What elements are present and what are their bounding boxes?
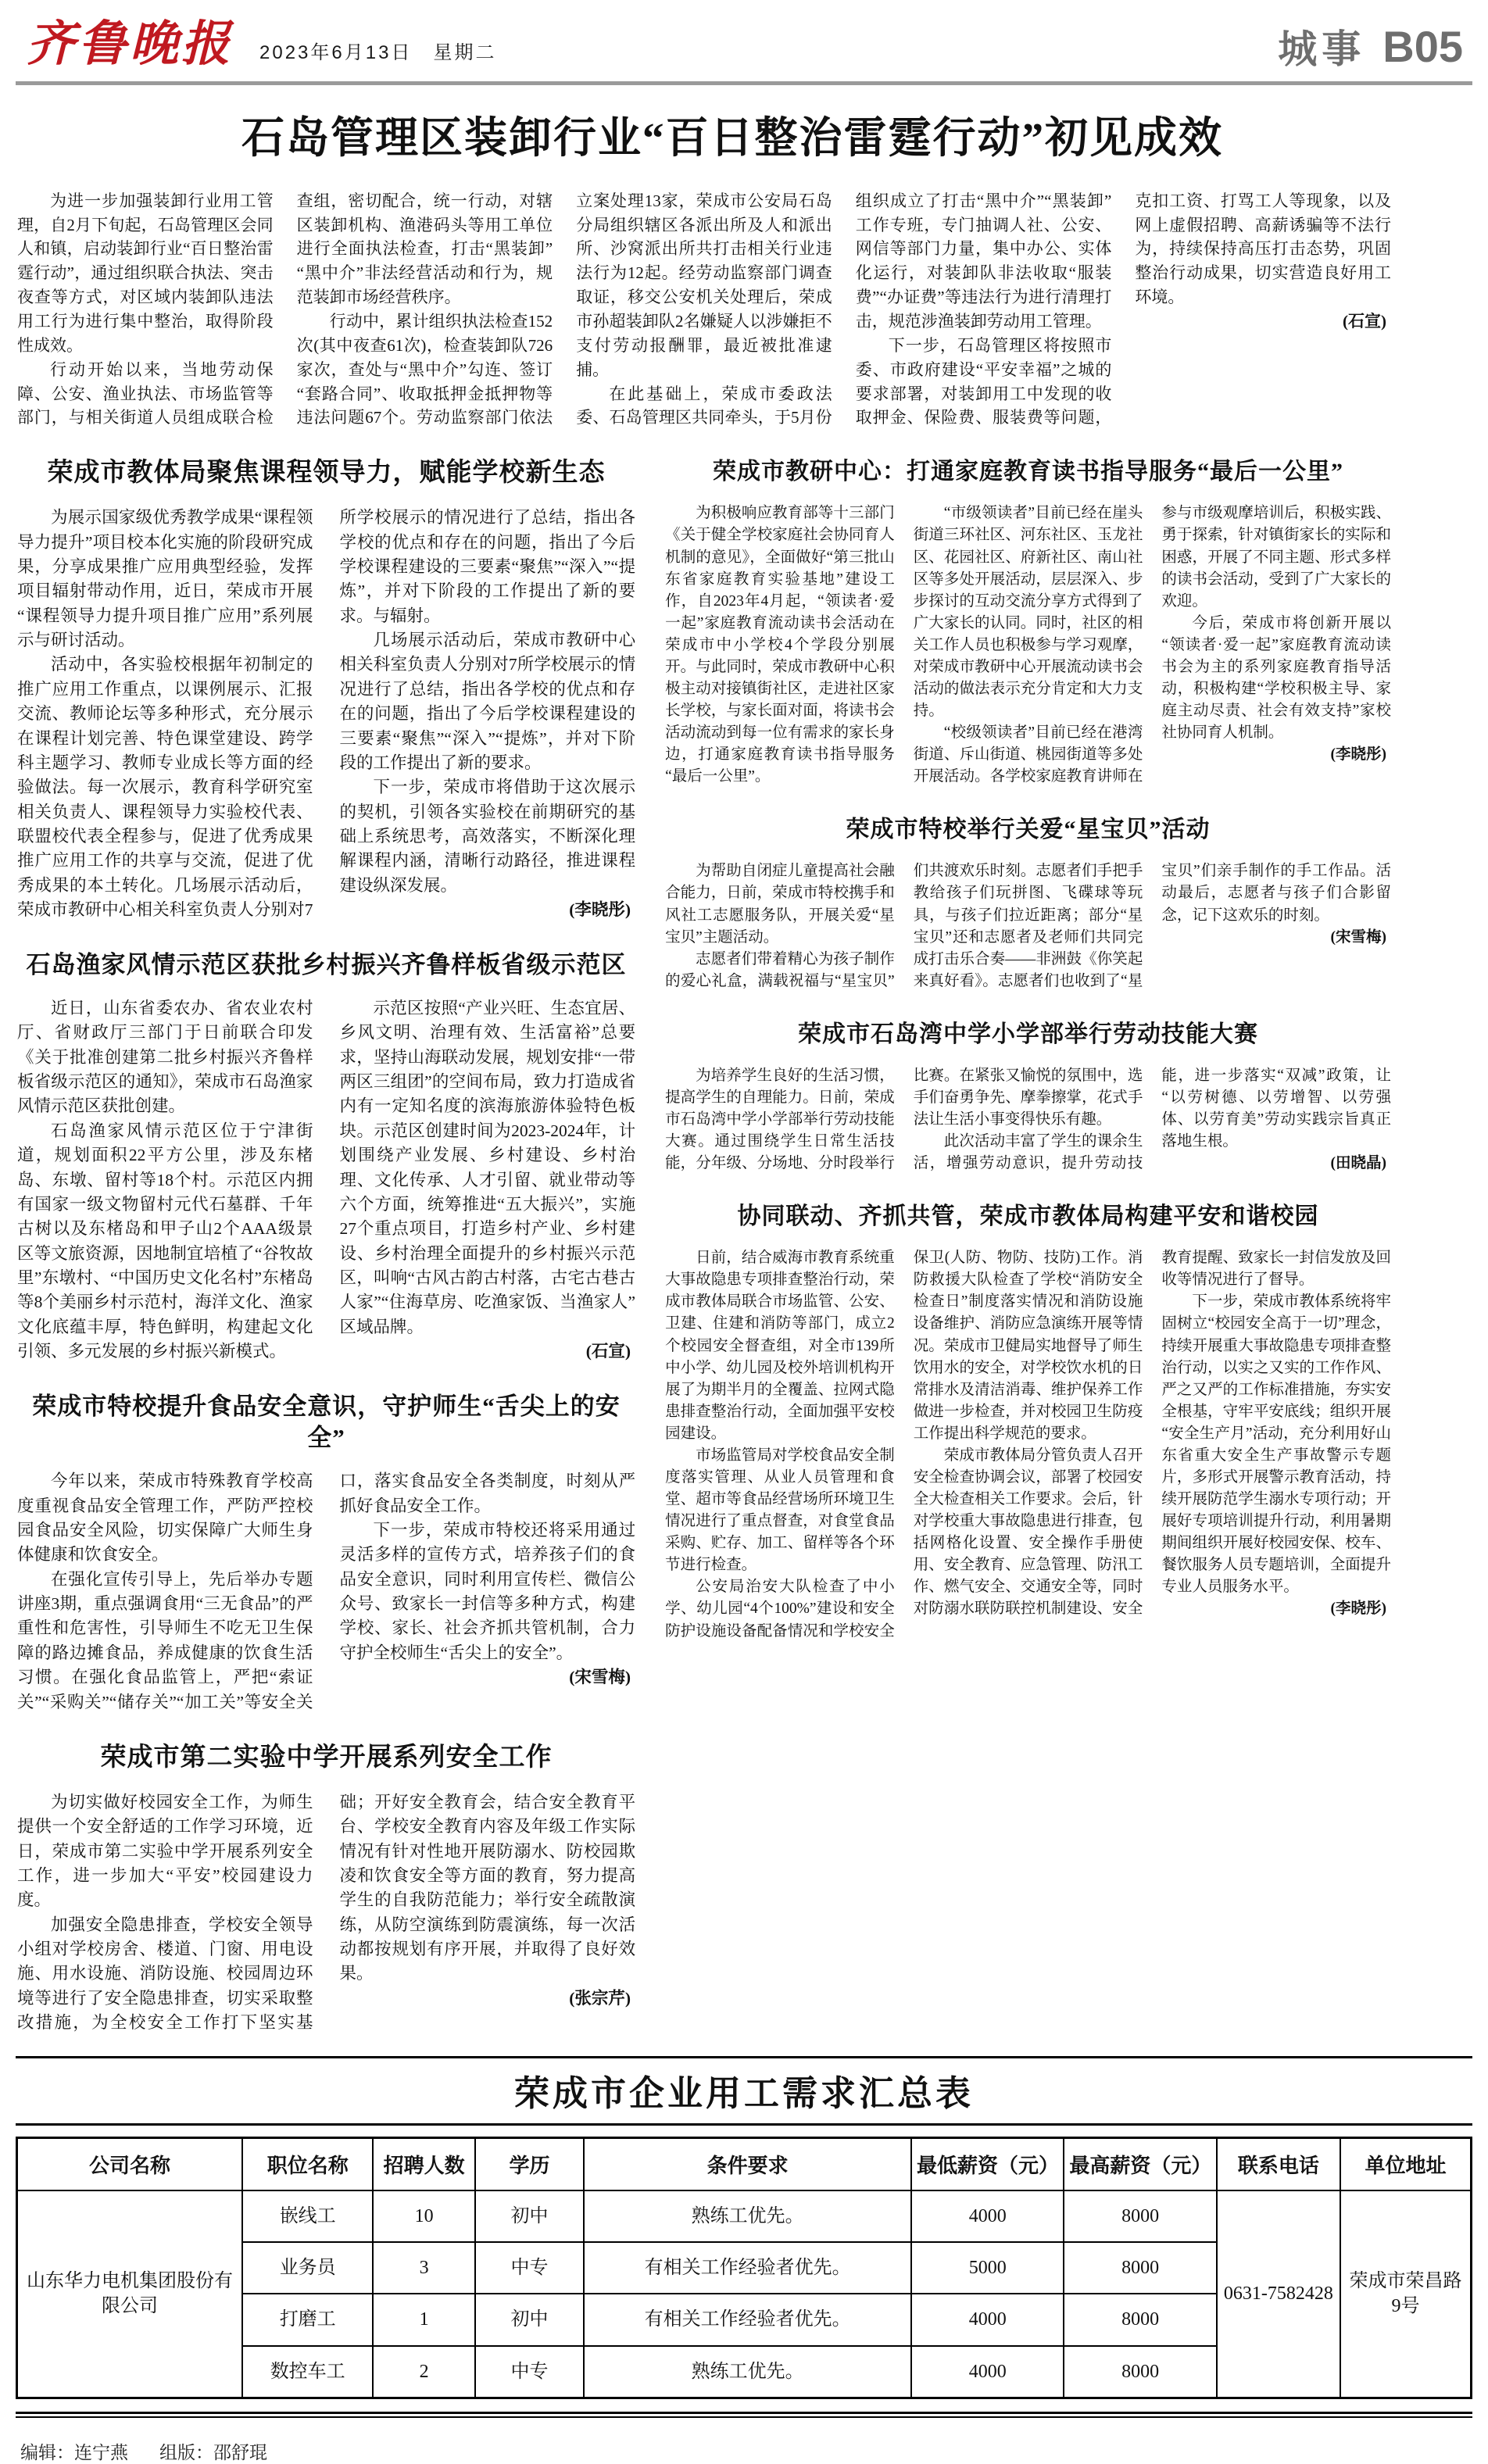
position-cell: 嵌线工 (242, 2190, 373, 2242)
col-header-phone: 联系电话 (1217, 2137, 1340, 2190)
article-safe-campus (665, 1201, 1391, 1642)
article-paragraph: 下一步，荣成市将借助于这次展示的契机，引领各实验校在前期研究的基础上系统思考，高效落实，不断深化理解课程内涵，清晰行动路径，推进课程建设纵深发展。 (339, 778, 636, 895)
table-header-row (17, 2137, 1472, 2190)
requirement-cell: 有相关工作经验者优先。 (584, 2294, 911, 2345)
article-byline: (李晓彤) (1330, 746, 1386, 764)
article-body (17, 1469, 635, 1715)
newspaper-logo: 齐鲁晚报 (27, 18, 234, 71)
masthead-left (27, 20, 496, 69)
article-body (17, 1790, 635, 2036)
article-body (665, 502, 1391, 788)
article-body (17, 996, 635, 1364)
requirement-cell: 熟练工优先。 (584, 2346, 911, 2398)
article-byline: (张宗芹) (569, 1988, 631, 2008)
article-paragraph: 行动中，累计组织执法检查152次(其中夜查61次)，检查装卸队726家次，查处与“黑中介”勾连、签订“套路合同”、收取抵押金抵押物等违法问题67个。劳动监察部门依法立案处理13家，荣成市公安局石岛分局组织辖区各派出所及人和派出所、沙窝派出所共打击相关行业违法行为12起。经劳动监察部门调查取证，移交公安机关处理后，荣成市孙超装卸队2名嫌疑人以涉嫌拒不支付劳动报酬罪，最近被批准逮捕。 (296, 191, 832, 427)
min-salary-cell: 4000 (911, 2294, 1064, 2345)
article-byline: (宋雪梅) (1330, 928, 1386, 946)
masthead-right (1278, 22, 1463, 71)
article-paragraph: 为帮助自闭症儿童提高社会融合能力，日前，荣成市特校携手和风社工志愿服务队，开展关爱“星宝贝”主题活动。 (665, 863, 895, 946)
article-paragraph: 今后，荣成市将创新开展以“领读者·爱一起”家庭教育流动读书会为主的系列家庭教育指导活动，积极构建“学校积极主导、家庭主动尽责、社会有效支持”家校社协同育人机制。 (1161, 614, 1391, 742)
count-cell: 2 (373, 2346, 474, 2398)
requirement-cell: 有相关工作经验者优先。 (584, 2242, 911, 2294)
article-shidao-fishing-district (17, 949, 635, 1364)
article-paragraph: 在此基础上，荣成市委政法委、石岛管理区共同牵头，于5月份组织成立了打击“黑中介”“黑装卸”工作专班，专门抽调人社、公安、网信等部门力量，集中办公、实体化运行，对装卸队非法收取“服装费”“办证费”等违法行为进行清理打击，规范涉渔装卸劳动用工管理。 (576, 191, 1112, 427)
article-headline: 荣成市石岛湾中学小学部举行劳动技能大赛 (798, 1021, 1259, 1047)
lead-headline: 石岛管理区装卸行业“百日整治雷霆行动”初见成效 (241, 114, 1223, 162)
count-cell: 1 (373, 2294, 474, 2345)
page-number: B05 (1382, 22, 1463, 71)
article-paragraph: 活动中，各实验校根据年初制定的推广应用工作重点，以课例展示、汇报交流、教师论坛等多种形式，充分展示在课程计划完善、特色课堂建设、跨学科主题学习、教师专业成长等方面的经验做法。每一次展示，教育科学研究室相关负责人、课程领导力实验校代表、联盟校代表全程参与，促进了优秀成果推广应用工作的共享与交流，促进了优秀成果的本土转化。几场展示活动后，荣成市教研中心相关科室负责人分别对7所学校展示的情况进行了总结，指出各学校的优点和存在的问题，指出了今后学校课程建设的三要素“聚焦”“深入”“提炼”，并对下阶段的工作提出了新的要求。与辐射。 (17, 508, 636, 920)
min-salary-cell: 4000 (911, 2346, 1064, 2398)
publication-date: 2023年6月13日 星期二 (259, 42, 497, 63)
bottom-rule (16, 2412, 1472, 2418)
article-paragraph: 今年以来，荣成市特殊教育学校高度重视食品安全管理工作，严防严控校园食品安全风险，切实保障广大师生身体健康和饮食安全。 (17, 1472, 313, 1565)
table-row (17, 2190, 1472, 2242)
article-headline: 协同联动、齐抓共管，荣成市教体局构建平安和谐校园 (737, 1203, 1319, 1230)
article-headline: 荣成市特校提升食品安全意识，守护师生“舌尖上的安全” (32, 1392, 621, 1451)
count-cell: 10 (373, 2190, 474, 2242)
position-cell: 打磨工 (242, 2294, 373, 2345)
col-header-min-salary: 最低薪资（元） (911, 2137, 1064, 2190)
article-paragraph: 日前，结合威海市教育系统重大事故隐患专项排查整治行动，荣成市教体局联合市场监管、公安、卫建、住建和消防等部门，成立2个校园安全督查组，对全市139所中小学、幼儿园及校外培训机构开展了为期半月的全覆盖、拉网式隐患排查整治行动，全面加强平安校园建设。 (665, 1250, 895, 1442)
article-byline: (石宣) (585, 1342, 631, 1361)
address-cell: 荣成市荣昌路9号 (1340, 2190, 1472, 2398)
article-paragraph: 荣成市教体局分管负责人召开安全检查协调会议，部署了校园安全大检查相关工作要求。会后，针对学校重大事故隐患进行排查，包括网格化设置、安全操作手册使用、安全教育、应急管理、防汛工作、燃气安全、交通安全等，同时对防溺水联防联控机制建设、安全教育提醒、致家长一封信发放及回收等情况进行了督导。 (913, 1250, 1391, 1618)
article-paragraph: 在强化宣传引导上，先后举办专题讲座3期，重点强调食用“三无食品”的严重性和危害性，引导师生不吃无卫生保障的路边摊食品，养成健康的饮食生活习惯。在强化食品监管上，严把“索证关”“采购关”“储存关”“加工关”等安全关口，落实食品安全各类制度，时刻从严抓好食品安全工作。 (17, 1472, 636, 1711)
article-paragraph: 下一步，荣成市教体系统将牢固树立“校园安全高于一切”理念，持续开展重大事故隐患专项排查整治行动，以实之又实的工作作风、严之又严的工作标准措施，夯实安全根基，守牢平安底线；组织开展“安全生产月”活动，充分利用好山东省重大安全生产事故警示专题片，多形式开展警示教育活动，持续开展防范学生溺水专项行动；开展好专项培训提升行动，利用暑期期间组织开展好校园安保、校车、餐饮服务人员专题培训，全面提升专业人员服务水平。 (1161, 1293, 1391, 1596)
article-body (665, 1247, 1391, 1642)
article-paragraph: 志愿者们带着精心为孩子制作的爱心礼盒，满载祝福与“星宝贝”们共渡欢乐时刻。志愿者们手把手教给孩子们玩拼图、飞碟球等玩具，与孩子们拉近距离；部分“星宝贝”还和志愿者及老师们共同完成打击乐合奏——非洲鼓《你笑起来真好看》。志愿者们也收到了“星宝贝”们亲手制作的手工作品。活动最后，志愿者与孩子们合影留念，记下这欢乐的时刻。 (665, 863, 1391, 989)
article-paragraph: 行动开始以来，当地劳动保障、公安、渔业执法、市场监管等部门，与相关街道人员组成联合检查组，密切配合，统一行动，对辖区装卸机构、渔港码头等用工单位进行全面执法检查，打击“黑装卸”“黑中介”非法经营活动和行为，规范装卸市场经营秩序。 (17, 191, 553, 427)
article-columns-row (16, 456, 1472, 2035)
article-paragraph: 市场监管局对学校食品安全制度落实管理、从业人员管理和食堂、超市等食品经营场所环境卫生情况进行了重点督查，对食堂食品采购、贮存、加工、留样等各个环节进行检查。 (665, 1447, 895, 1574)
article-paragraph: “市级领读者”目前已经在崖头街道三环社区、河东社区、玉龙社区、花园社区、府新社区、南山社区等多处开展活动，层层深入、步步探讨的互动交流分享方式得到了广大家长的认同。同时，社区的相关工作人员也积极参与学习观摩，对荣成市教研中心开展流动读书会活动的做法表示充分肯定和大力支持。 (913, 505, 1143, 720)
article-headline: 荣成市教体局聚焦课程领导力，赋能学校新生态 (47, 459, 606, 488)
article-body (665, 860, 1391, 992)
article-byline: (李晓彤) (1330, 1600, 1386, 1618)
article-paragraph: 石岛渔家风情示范区位于宁津街道，规划面积22平方公里，涉及东楮岛、东墩、留村等18个村。示范区内拥有国家一级文物留村元代石墓群、千年古树以及东楮岛和甲子山2个AAA级景区等文旅资源，因地制宜培植了“谷牧故里”东墩村、“中国历史文化名村”东楮岛等8个美丽乡村示范村，海洋文化、渔家文化底蕴丰厚，特色鲜明，构建起文化引领、多元发展的乡村振兴新模式。 (17, 1121, 313, 1361)
education-cell: 初中 (475, 2190, 585, 2242)
jobs-table-title: 荣成市企业用工需求汇总表 (16, 2058, 1472, 2126)
max-salary-cell: 8000 (1064, 2190, 1216, 2242)
col-header-address: 单位地址 (1340, 2137, 1472, 2190)
article-headline: 荣成市特校举行关爱“星宝贝”活动 (846, 817, 1211, 843)
right-article-group (665, 456, 1391, 2035)
education-cell: 中专 (475, 2242, 585, 2294)
jobs-table-section (16, 2056, 1472, 2419)
article-paragraph: 加强安全隐患排查，学校安全领导小组对学校房舍、楼道、门窗、用电设施、用水设施、消防设施、校园周边环境等进行了安全隐患排查，切实采取整改措施，为全校安全工作打下坚实基础；开好安全教育会，结合安全教育平台、学校安全教育内容及年级工作实际情况有针对性地开展防溺水、防校园欺凌和饮食安全等方面的教育，努力提高学生的自我防范能力；举行安全疏散演练，从防空演练到防震演练，每一次活动都按规划有序开展，并取得了良好效果。 (17, 1792, 636, 2033)
position-cell: 业务员 (242, 2242, 373, 2294)
article-byline: (石宣) (1342, 312, 1386, 331)
article-paragraph: 为展示国家级优秀教学成果“课程领导力提升”项目校本化实施的阶段研究成果，分享成果推广应用典型经验，发挥项目辐射带动作用，近日，荣成市开展“课程领导力提升项目推广应用”系列展示与研讨活动。 (17, 508, 313, 650)
article-headline: 荣成市教研中心：打通家庭教育读书指导服务“最后一公里” (713, 459, 1344, 485)
section-title: 城事 (1278, 27, 1366, 71)
article-jiaotiju-curriculum (17, 456, 635, 922)
position-cell: 数控车工 (242, 2346, 373, 2398)
article-no2-experimental-school (17, 1741, 635, 2036)
article-paragraph: 公安局治安大队检查了中小学、幼儿园“4个100%”建设和安全防护设施设备配备情况和学校安全保卫(人防、物防、技防)工作。消防救援大队检查了学校“消防安全检查日”制度落实情况和消防设施设备维护、消防应急演练开展等情况。荣成市卫健局实地督导了师生饮用水的安全，对学校饮水机的日常排水及清洁消毒、维护保养工作做进一步检查，并对校园卫生防疫工作提出科学规范的要求。 (665, 1250, 1143, 1640)
max-salary-cell: 8000 (1064, 2346, 1216, 2398)
requirement-cell: 熟练工优先。 (584, 2190, 911, 2242)
lead-article (16, 112, 1472, 430)
article-headline: 石岛渔家风情示范区获批乡村振兴齐鲁样板省级示范区 (26, 950, 627, 978)
page-footer (16, 2438, 1472, 2464)
article-paragraph: 示范区按照“产业兴旺、生态宜居、乡风文明、治理有效、生活富裕”总要求，坚持山海联动发展，规划安排“一带两区三组团”的空间布局，致力打造成省内有一定知名度的滨海旅游体验特色板块。示范区创建时间为2023-2024年，计划围绕产业发展、乡村建设、乡村治理、文化传承、人才引留、就业带动等六个方面，统筹推进“五大振兴”，实施27个重点项目，打造乡村产业、乡村建设、乡村治理全面提升的乡村振兴示范区，叫响“古风古韵古村落，古宅古巷古人家”“住海草房、吃渔家饭、当渔家人”区域品牌。 (339, 998, 636, 1336)
article-star-babies (665, 814, 1391, 992)
min-salary-cell: 4000 (911, 2190, 1064, 2242)
count-cell: 3 (373, 2242, 474, 2294)
article-paragraph: 为进一步加强装卸行业用工管理，自2月下旬起，石岛管理区会同人和镇，启动装卸行业“百日整治雷霆行动”，通过组织联合执法、突击夜查等方式，对区域内装卸队违法用工行为进行集中整治，取得阶段性成效。 (17, 191, 274, 355)
editor-credit: 编辑：连宁燕 (20, 2443, 128, 2463)
article-paragraph: 为培养学生良好的生活习惯，提高学生的自理能力。日前，荣成市石岛湾中学小学部举行劳动技能大赛。通过围绕学生日常生活技能，分年级、分场地、分时段举行比赛。在紧张又愉悦的氛围中，选手们奋勇争先、摩拳擦掌，花式手法让生活小事变得快乐有趣。 (665, 1067, 1143, 1172)
article-paragraph: 此次活动丰富了学生的课余生活，增强劳动意识，提升劳动技能，进一步落实“双减”政策，让“以劳树德、以劳增智、以劳强体、以劳育美”劳动实践宗旨真正落地生根。 (913, 1067, 1391, 1172)
min-salary-cell: 5000 (911, 2242, 1064, 2294)
article-paragraph: 为积极响应教育部等十三部门《关于健全学校家庭社会协同育人机制的意见》，全面做好“第三批山东省家庭教育实验基地”建设工作，自2023年4月起，“领读者·爱一起”家庭教育流动读书会活动在荣成市中小学校4个学段分别展开。与此同时，荣成市教研中心积极主动对接镇街社区，走进社区家长学校，与家长面对面，将读书会活动流动到每一位有需求的家长身边，打通家庭教育读书指导服务“最后一公里”。 (665, 505, 895, 785)
col-header-position: 职位名称 (242, 2137, 373, 2190)
article-paragraph: 下一步，荣成市特校还将采用通过灵活多样的宣传方式，培养孩子们的食品安全意识，同时利用宣传栏、微信公众号、致家长一封信等多种方式，构建学校、家长、社会齐抓共管机制，合力守护全校师生“舌尖上的安全”。 (339, 1520, 636, 1662)
article-jiaoyan-center-reading (665, 456, 1391, 788)
article-paragraph: 几场展示活动后，荣成市教研中心相关科室负责人分别对7所学校展示的情况进行了总结，指出各学校的优点和存在的问题，指出了今后学校课程建设的三要素“聚焦”“深入”“提炼”，并对下阶段的工作提出了新的要求。 (339, 631, 636, 772)
article-headline: 荣成市第二实验中学开展系列安全工作 (100, 1743, 553, 1772)
company-name-cell: 山东华力电机集团股份有限公司 (17, 2190, 242, 2398)
article-labor-skills-contest (665, 1019, 1391, 1175)
article-byline: (田晓晶) (1330, 1155, 1386, 1172)
max-salary-cell: 8000 (1064, 2242, 1216, 2294)
article-paragraph: 近日，山东省委农办、省农业农村厅、省财政厅三部门于日前联合印发《关于批准创建第二批乡村振兴齐鲁样板省级示范区的通知》，荣成市石岛渔家风情示范区获批创建。 (17, 998, 313, 1116)
article-texiao-food-safety (17, 1391, 635, 1715)
col-header-requirement: 条件要求 (584, 2137, 911, 2190)
masthead (16, 17, 1472, 85)
col-header-company: 公司名称 (17, 2137, 242, 2190)
lead-article-body (16, 189, 1472, 431)
jobs-table (16, 2137, 1472, 2400)
max-salary-cell: 8000 (1064, 2294, 1216, 2345)
article-paragraph: 下一步，石岛管理区将按照市委、市政府建设“平安幸福”之城的要求部署，对装卸用工中发现的收取押金、保险费、服装费等问题，克扣工资、打骂工人等现象，以及网上虚假招聘、高薪诱骗等不法行为，持续保持高压打击态势，巩固整治行动成果，切实营造良好用工环境。 (855, 191, 1391, 427)
article-byline: (宋雪梅) (569, 1668, 631, 1687)
phone-cell: 0631-7582428 (1217, 2190, 1340, 2398)
article-paragraph: 为切实做好校园安全工作，为师生提供一个安全舒适的工作学习环境，近日，荣成市第二实验中学开展系列安全工作，进一步加大“平安”校园建设力度。 (17, 1792, 313, 1910)
article-body (17, 506, 635, 922)
article-paragraph: “校级领读者”目前已经在港湾街道、斥山街道、桃园街道等多处开展活动。各学校家庭教育讲师在参与市级观摩培训后，积极实践、勇于探索，针对镇街家长的实际和困惑，开展了不同主题、形式多样的读书会活动，受到了广大家长的欢迎。 (913, 505, 1391, 785)
article-byline: (李晓彤) (569, 900, 631, 920)
col-header-max-salary: 最高薪资（元） (1064, 2137, 1216, 2190)
col-header-education: 学历 (475, 2137, 585, 2190)
col-header-count: 招聘人数 (373, 2137, 474, 2190)
article-body (665, 1065, 1391, 1175)
education-cell: 中专 (475, 2346, 585, 2398)
education-cell: 初中 (475, 2294, 585, 2345)
left-article-group (17, 456, 635, 2035)
layout-credit: 组版：邵舒琨 (159, 2443, 267, 2463)
